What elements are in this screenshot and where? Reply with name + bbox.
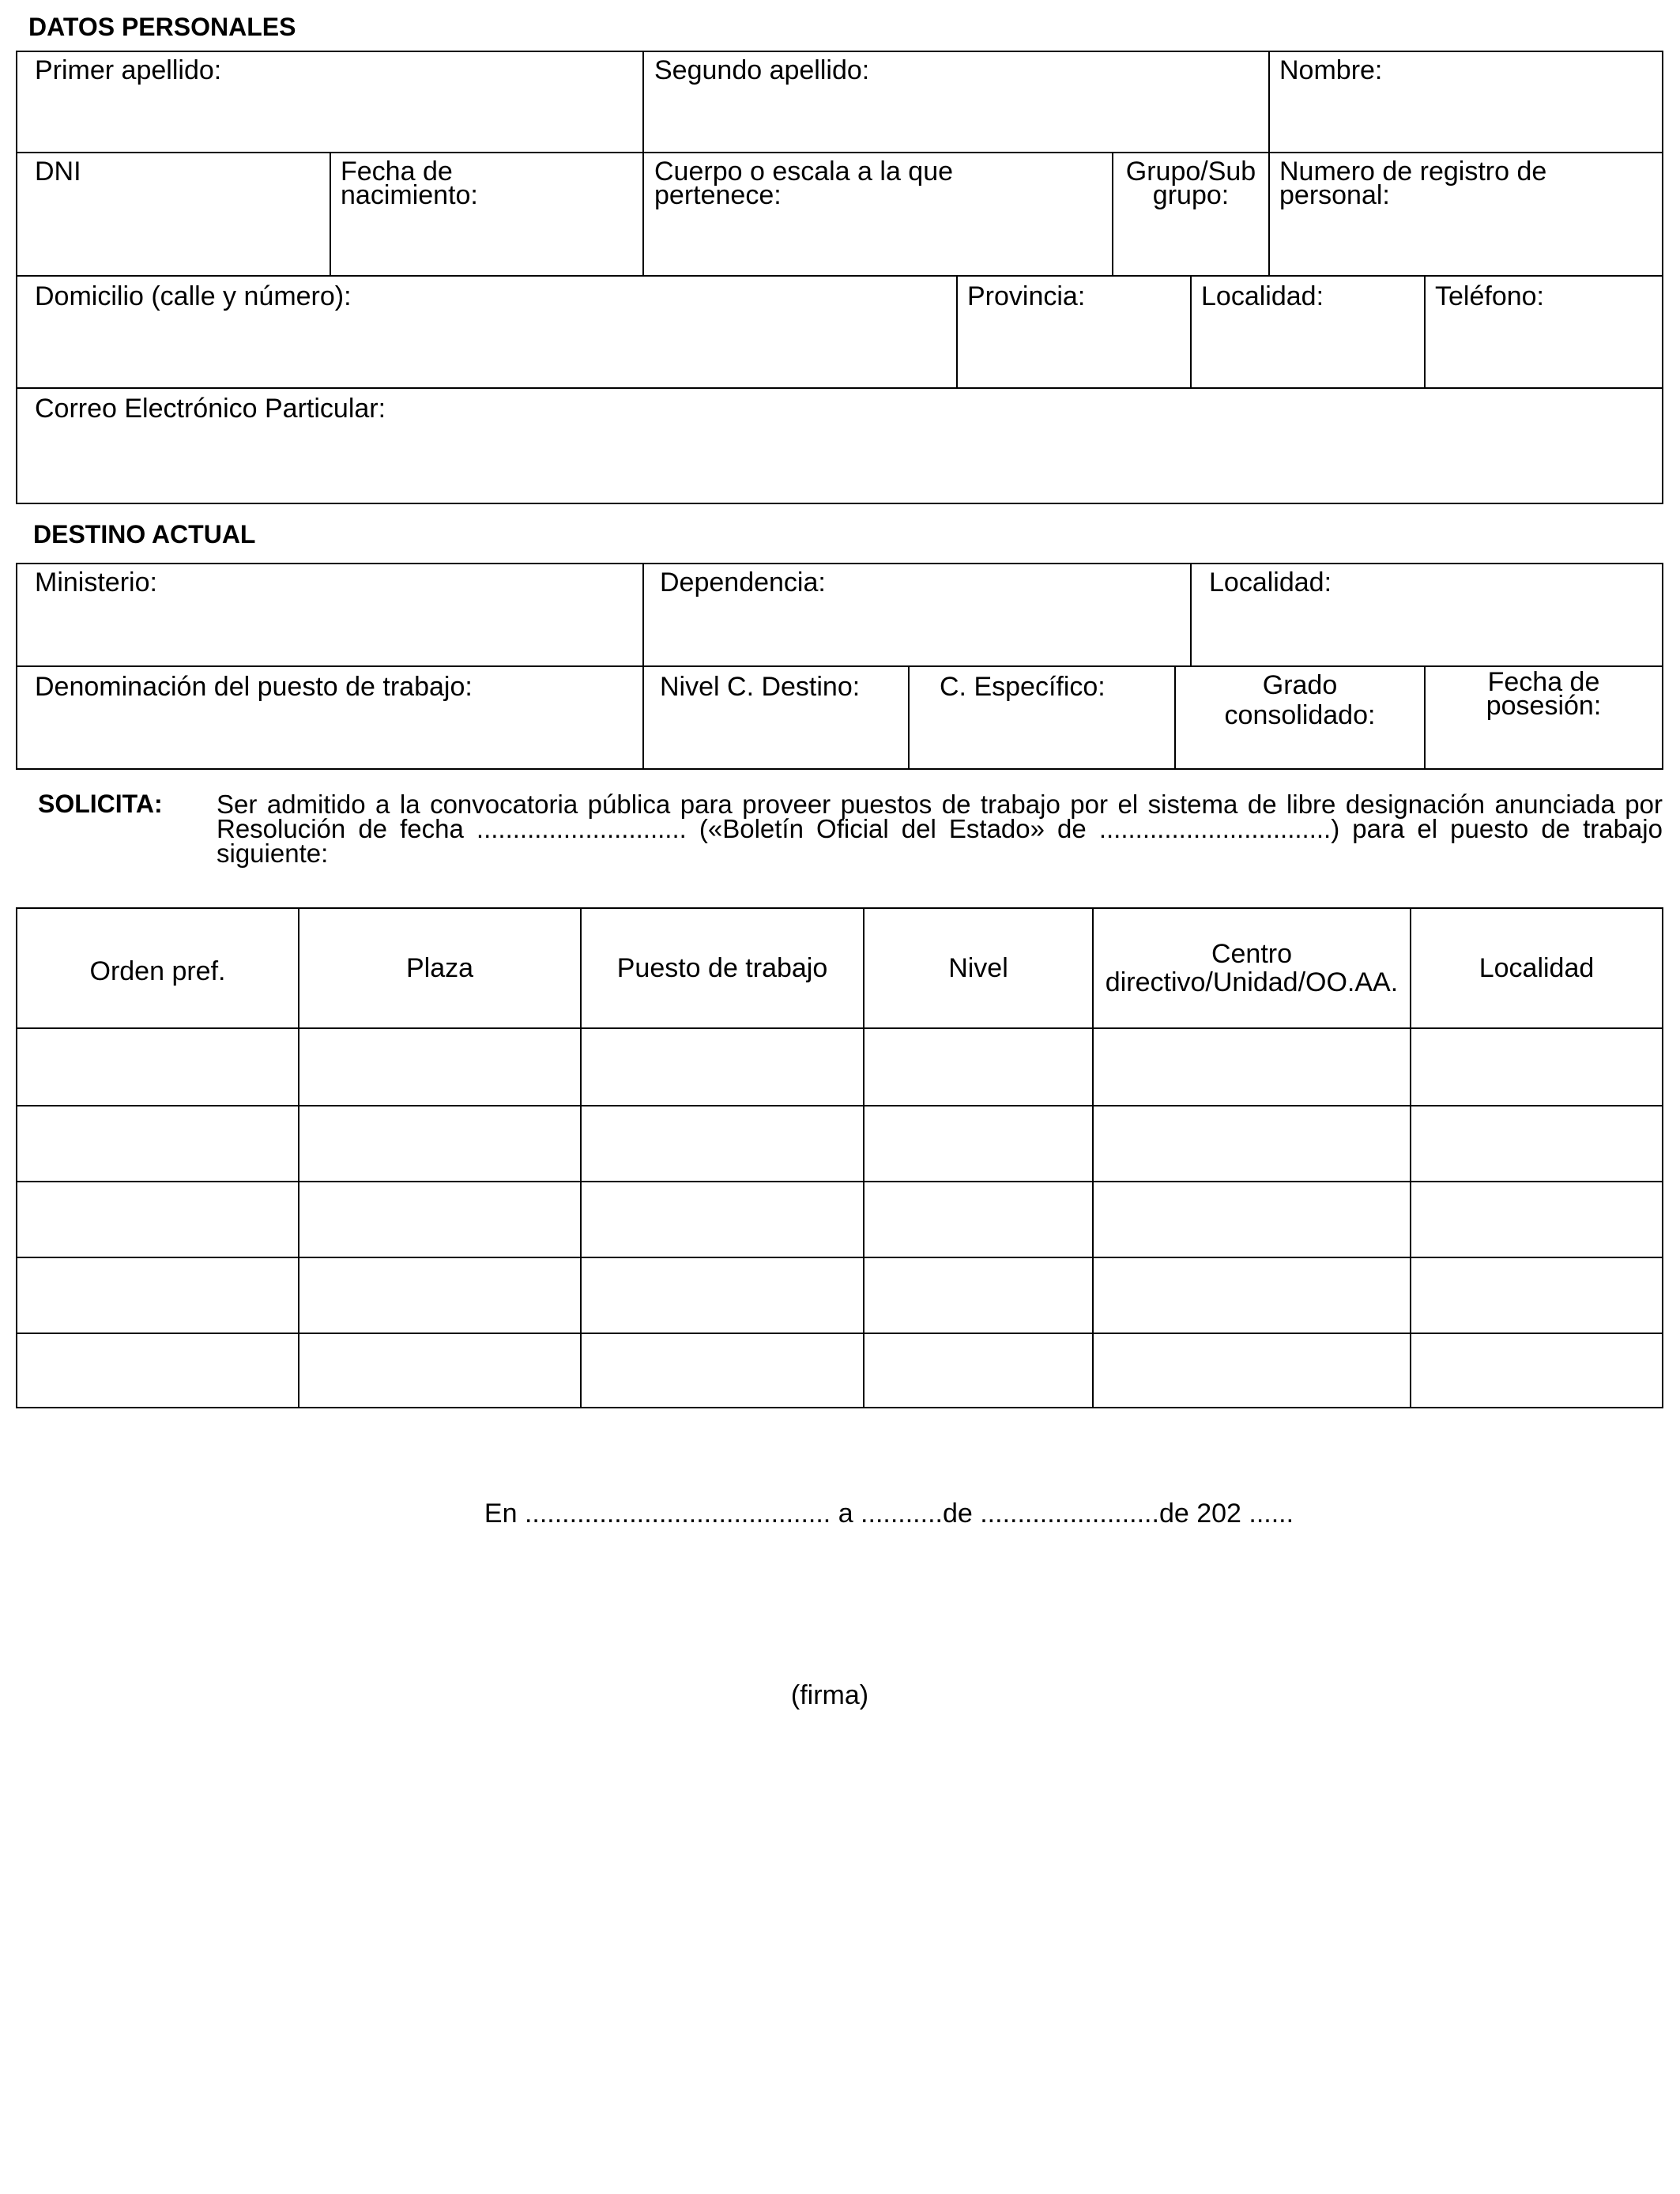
table-cell[interactable]: [580, 1181, 864, 1258]
table-cell[interactable]: [16, 1257, 299, 1334]
table-cell[interactable]: [1410, 1333, 1663, 1408]
nivel-destino-label: Nivel C. Destino:: [660, 672, 861, 702]
destino-actual-heading: DESTINO ACTUAL: [33, 520, 256, 548]
cuerpo-escala-label: Cuerpo o escala a la que pertenece:: [654, 156, 954, 210]
table-cell[interactable]: [1092, 1105, 1411, 1182]
fecha-posesion-label: Fecha de posesión:: [1486, 667, 1602, 721]
localidad-field[interactable]: [1190, 275, 1426, 389]
correo-field[interactable]: [16, 387, 1663, 504]
table-cell[interactable]: [1410, 1027, 1663, 1106]
cuerpo-escala-field[interactable]: [642, 152, 1113, 277]
especifico-label: C. Específico:: [940, 672, 1106, 702]
col-header-nivel: Nivel: [863, 907, 1094, 1029]
table-cell[interactable]: [1092, 1333, 1411, 1408]
table-cell[interactable]: [16, 1027, 299, 1106]
localidad-destino-field[interactable]: [1190, 563, 1663, 667]
primer-apellido-field[interactable]: [16, 51, 644, 153]
domicilio-field[interactable]: [16, 275, 958, 389]
table-cell[interactable]: [1092, 1027, 1411, 1106]
table-cell[interactable]: [16, 1105, 299, 1182]
table-cell[interactable]: [580, 1027, 864, 1106]
denominacion-field[interactable]: [16, 665, 644, 770]
table-cell[interactable]: [863, 1333, 1094, 1408]
table-cell[interactable]: [1410, 1105, 1663, 1182]
signature-label: (firma): [790, 1680, 869, 1710]
datos-personales-heading: DATOS PERSONALES: [28, 13, 296, 41]
segundo-apellido-label: Segundo apellido:: [654, 55, 870, 85]
col-header-plaza: Plaza: [298, 907, 582, 1029]
solicita-label: SOLICITA:: [38, 790, 163, 818]
table-cell[interactable]: [298, 1027, 582, 1106]
telefono-label: Teléfono:: [1435, 281, 1544, 311]
dependencia-label: Dependencia:: [660, 567, 826, 598]
dependencia-field[interactable]: [642, 563, 1192, 667]
table-cell[interactable]: [16, 1333, 299, 1408]
solicita-text: Ser admitido a la convocatoria pública para proveer puestos de trabajo por el sistema de libre designación anunciada por Resolución de fecha ............................. («Boletín Oficial del Estado» de ................................) para el puesto de trabajo siguiente:: [217, 790, 1663, 868]
col-header-puesto: Puesto de trabajo: [580, 907, 864, 1029]
ministerio-field[interactable]: [16, 563, 644, 667]
table-cell[interactable]: [1092, 1257, 1411, 1334]
place-date-line[interactable]: En ......................................... a ...........de ........................de 202 ......: [484, 1498, 1294, 1529]
especifico-field[interactable]: [908, 665, 1176, 770]
fecha-nacimiento-field[interactable]: [330, 152, 644, 277]
grado-label: Grado consolidado:: [1224, 670, 1376, 730]
ministerio-label: Ministerio:: [35, 567, 157, 598]
table-cell[interactable]: [1410, 1257, 1663, 1334]
segundo-apellido-field[interactable]: [642, 51, 1270, 153]
primer-apellido-label: Primer apellido:: [35, 55, 222, 85]
telefono-field[interactable]: [1424, 275, 1663, 389]
table-cell[interactable]: [298, 1333, 582, 1408]
correo-label: Correo Electrónico Particular:: [35, 394, 386, 424]
table-cell[interactable]: [580, 1105, 864, 1182]
domicilio-label: Domicilio (calle y número):: [35, 281, 352, 311]
table-cell[interactable]: [580, 1333, 864, 1408]
nivel-destino-field[interactable]: [642, 665, 910, 770]
localidad-label: Localidad:: [1201, 281, 1324, 311]
dni-field[interactable]: [16, 152, 331, 277]
grado-field[interactable]: [1174, 665, 1426, 770]
grupo-subgrupo-label: Grupo/Sub grupo:: [1125, 156, 1256, 210]
table-cell[interactable]: [298, 1181, 582, 1258]
table-cell[interactable]: [863, 1181, 1094, 1258]
localidad-destino-label: Localidad:: [1209, 567, 1332, 598]
provincia-label: Provincia:: [967, 281, 1086, 311]
nombre-label: Nombre:: [1279, 55, 1383, 85]
denominacion-label: Denominación del puesto de trabajo:: [35, 672, 473, 702]
grupo-subgrupo-field[interactable]: [1112, 152, 1270, 277]
table-cell[interactable]: [1092, 1181, 1411, 1258]
col-header-orden: Orden pref.: [16, 907, 299, 1029]
fecha-nacimiento-label: Fecha de nacimiento:: [341, 156, 478, 210]
col-header-localidad: Localidad: [1410, 907, 1663, 1029]
fecha-posesion-field[interactable]: [1424, 665, 1663, 770]
dni-label: DNI: [35, 156, 81, 187]
table-cell[interactable]: [863, 1257, 1094, 1334]
table-cell[interactable]: [580, 1257, 864, 1334]
table-cell[interactable]: [863, 1027, 1094, 1106]
provincia-field[interactable]: [956, 275, 1192, 389]
numero-registro-field[interactable]: [1268, 152, 1663, 277]
col-header-centro: Centro directivo/Unidad/OO.AA.: [1092, 907, 1411, 1029]
table-cell[interactable]: [863, 1105, 1094, 1182]
table-cell[interactable]: [298, 1257, 582, 1334]
numero-registro-label: Numero de registro de personal:: [1279, 156, 1547, 210]
nombre-field[interactable]: [1268, 51, 1663, 153]
table-cell[interactable]: [16, 1181, 299, 1258]
table-cell[interactable]: [1410, 1181, 1663, 1258]
table-cell[interactable]: [298, 1105, 582, 1182]
